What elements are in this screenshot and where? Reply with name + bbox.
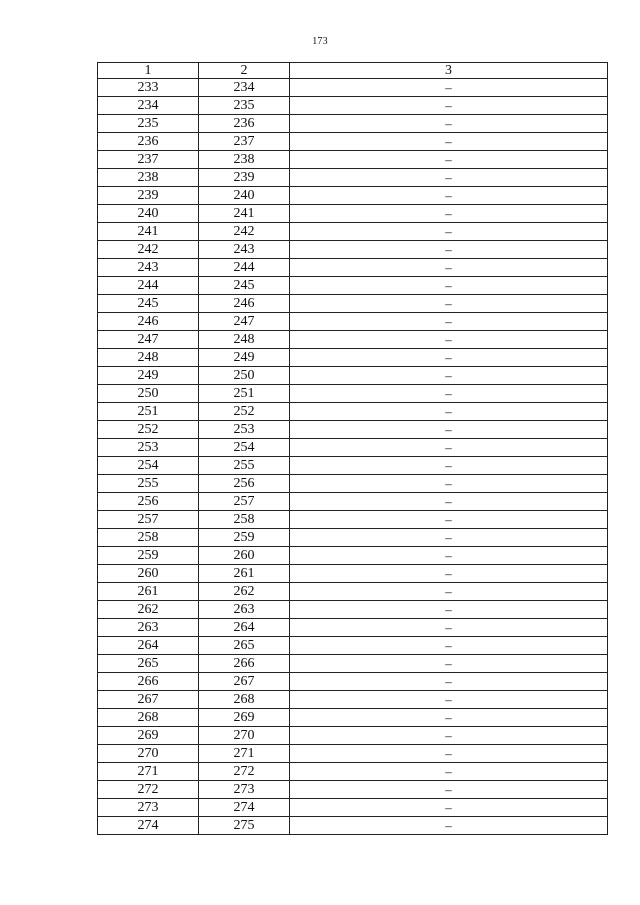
table-cell-col-3: –: [290, 745, 608, 763]
column-header-1: 1: [98, 63, 199, 79]
table-cell-col-3: –: [290, 619, 608, 637]
table-cell-col-3: –: [290, 367, 608, 385]
table-cell-col-2: 254: [199, 439, 290, 457]
table-cell-col-3: –: [290, 97, 608, 115]
table-row: [98, 331, 608, 349]
table-cell-col-1: 271: [98, 763, 199, 781]
table-cell-col-2: 266: [199, 655, 290, 673]
table-body: [98, 79, 608, 835]
table-cell-col-2: 273: [199, 781, 290, 799]
table-cell-col-1: 264: [98, 637, 199, 655]
table-cell-col-1: 239: [98, 187, 199, 205]
table-cell-col-2: 253: [199, 421, 290, 439]
table-cell-col-3: –: [290, 763, 608, 781]
table-cell-col-2: 235: [199, 97, 290, 115]
table-cell-col-2: 257: [199, 493, 290, 511]
table-cell-col-3: –: [290, 259, 608, 277]
table-cell-col-1: 274: [98, 817, 199, 835]
table-cell-col-1: 249: [98, 367, 199, 385]
table-row: [98, 169, 608, 187]
table-cell-col-2: 275: [199, 817, 290, 835]
table-cell-col-1: 251: [98, 403, 199, 421]
table-cell-col-1: 241: [98, 223, 199, 241]
table-header: [98, 63, 608, 79]
table-cell-col-2: 234: [199, 79, 290, 97]
table-cell-col-3: –: [290, 565, 608, 583]
table-row: [98, 727, 608, 745]
table-cell-col-3: –: [290, 547, 608, 565]
table-row: [98, 799, 608, 817]
table-row: [98, 97, 608, 115]
table-cell-col-1: 263: [98, 619, 199, 637]
table-row: [98, 457, 608, 475]
table-cell-col-1: 235: [98, 115, 199, 133]
table-cell-col-1: 238: [98, 169, 199, 187]
table-row: [98, 421, 608, 439]
table-cell-col-2: 256: [199, 475, 290, 493]
table-cell-col-3: –: [290, 637, 608, 655]
table-cell-col-1: 265: [98, 655, 199, 673]
table-cell-col-2: 239: [199, 169, 290, 187]
table-cell-col-2: 261: [199, 565, 290, 583]
table-cell-col-1: 272: [98, 781, 199, 799]
table-row: [98, 133, 608, 151]
data-table: [97, 62, 608, 835]
table-cell-col-2: 248: [199, 331, 290, 349]
table-cell-col-1: 233: [98, 79, 199, 97]
table-cell-col-2: 237: [199, 133, 290, 151]
table-row: [98, 691, 608, 709]
table-cell-col-3: –: [290, 673, 608, 691]
table-cell-col-1: 266: [98, 673, 199, 691]
table-row: [98, 655, 608, 673]
table-cell-col-2: 272: [199, 763, 290, 781]
table-cell-col-1: 253: [98, 439, 199, 457]
table-cell-col-2: 265: [199, 637, 290, 655]
table-cell-col-3: –: [290, 403, 608, 421]
table-cell-col-3: –: [290, 817, 608, 835]
table-cell-col-2: 260: [199, 547, 290, 565]
table-cell-col-1: 273: [98, 799, 199, 817]
table-cell-col-2: 241: [199, 205, 290, 223]
table-cell-col-3: –: [290, 583, 608, 601]
table-row: [98, 763, 608, 781]
table-cell-col-2: 240: [199, 187, 290, 205]
table-row: [98, 583, 608, 601]
table-cell-col-1: 237: [98, 151, 199, 169]
table-cell-col-1: 262: [98, 601, 199, 619]
table-cell-col-1: 242: [98, 241, 199, 259]
table-cell-col-2: 251: [199, 385, 290, 403]
table-cell-col-1: 240: [98, 205, 199, 223]
table-cell-col-1: 236: [98, 133, 199, 151]
table-cell-col-1: 246: [98, 313, 199, 331]
table-cell-col-3: –: [290, 439, 608, 457]
table-row: [98, 565, 608, 583]
table-cell-col-2: 236: [199, 115, 290, 133]
table-cell-col-3: –: [290, 511, 608, 529]
table-row: [98, 259, 608, 277]
table-row: [98, 277, 608, 295]
table-cell-col-3: –: [290, 277, 608, 295]
table-cell-col-2: 242: [199, 223, 290, 241]
table-cell-col-3: –: [290, 421, 608, 439]
table-cell-col-1: 248: [98, 349, 199, 367]
table-cell-col-1: 252: [98, 421, 199, 439]
table-cell-col-2: 247: [199, 313, 290, 331]
table-cell-col-1: 247: [98, 331, 199, 349]
table-cell-col-3: –: [290, 169, 608, 187]
table-cell-col-2: 238: [199, 151, 290, 169]
table-cell-col-1: 250: [98, 385, 199, 403]
table-cell-col-3: –: [290, 457, 608, 475]
table-cell-col-3: –: [290, 241, 608, 259]
table-row: [98, 385, 608, 403]
table-cell-col-3: –: [290, 709, 608, 727]
table-row: [98, 79, 608, 97]
table-row: [98, 187, 608, 205]
table-cell-col-2: 270: [199, 727, 290, 745]
table-row: [98, 709, 608, 727]
table-cell-col-3: –: [290, 133, 608, 151]
table-cell-col-3: –: [290, 727, 608, 745]
table-cell-col-1: 261: [98, 583, 199, 601]
table-row: [98, 295, 608, 313]
table-row: [98, 115, 608, 133]
table-row: [98, 781, 608, 799]
table-cell-col-2: 267: [199, 673, 290, 691]
table-cell-col-3: –: [290, 655, 608, 673]
table-cell-col-1: 258: [98, 529, 199, 547]
table-cell-col-2: 249: [199, 349, 290, 367]
table-cell-col-3: –: [290, 79, 608, 97]
table-row: [98, 547, 608, 565]
table-cell-col-3: –: [290, 691, 608, 709]
table-cell-col-1: 256: [98, 493, 199, 511]
table-cell-col-2: 250: [199, 367, 290, 385]
table-cell-col-3: –: [290, 385, 608, 403]
table-cell-col-1: 267: [98, 691, 199, 709]
table-cell-col-1: 270: [98, 745, 199, 763]
table-cell-col-3: –: [290, 223, 608, 241]
table-cell-col-1: 255: [98, 475, 199, 493]
table-cell-col-2: 274: [199, 799, 290, 817]
table-cell-col-2: 255: [199, 457, 290, 475]
table-cell-col-3: –: [290, 799, 608, 817]
table-cell-col-2: 268: [199, 691, 290, 709]
table-cell-col-2: 271: [199, 745, 290, 763]
table-cell-col-2: 258: [199, 511, 290, 529]
table-cell-col-1: 245: [98, 295, 199, 313]
table-cell-col-3: –: [290, 115, 608, 133]
table-row: [98, 475, 608, 493]
table-cell-col-2: 262: [199, 583, 290, 601]
table-cell-col-1: 268: [98, 709, 199, 727]
table-cell-col-3: –: [290, 331, 608, 349]
table-cell-col-1: 234: [98, 97, 199, 115]
table-row: [98, 637, 608, 655]
table-cell-col-3: –: [290, 529, 608, 547]
data-table-container: [97, 62, 607, 835]
table-cell-col-1: 257: [98, 511, 199, 529]
table-row: [98, 745, 608, 763]
table-row: [98, 817, 608, 835]
table-cell-col-1: 259: [98, 547, 199, 565]
table-row: [98, 241, 608, 259]
table-cell-col-1: 244: [98, 277, 199, 295]
table-cell-col-3: –: [290, 475, 608, 493]
header-row: [98, 63, 608, 79]
table-cell-col-3: –: [290, 205, 608, 223]
table-cell-col-2: 252: [199, 403, 290, 421]
table-row: [98, 619, 608, 637]
table-row: [98, 223, 608, 241]
table-row: [98, 349, 608, 367]
table-row: [98, 493, 608, 511]
page-number: 173: [312, 36, 328, 47]
table-row: [98, 151, 608, 169]
table-cell-col-1: 260: [98, 565, 199, 583]
table-row: [98, 673, 608, 691]
column-header-2: 2: [199, 63, 290, 79]
column-header-3: 3: [290, 63, 608, 79]
table-cell-col-2: 259: [199, 529, 290, 547]
table-row: [98, 313, 608, 331]
table-row: [98, 403, 608, 421]
table-cell-col-1: 254: [98, 457, 199, 475]
table-cell-col-3: –: [290, 493, 608, 511]
table-cell-col-1: 269: [98, 727, 199, 745]
table-cell-col-3: –: [290, 313, 608, 331]
table-cell-col-3: –: [290, 295, 608, 313]
table-cell-col-2: 243: [199, 241, 290, 259]
table-cell-col-1: 243: [98, 259, 199, 277]
table-cell-col-3: –: [290, 151, 608, 169]
table-cell-col-2: 244: [199, 259, 290, 277]
table-row: [98, 439, 608, 457]
table-cell-col-2: 246: [199, 295, 290, 313]
table-cell-col-3: –: [290, 601, 608, 619]
table-row: [98, 511, 608, 529]
table-row: [98, 601, 608, 619]
table-row: [98, 205, 608, 223]
table-cell-col-2: 245: [199, 277, 290, 295]
table-cell-col-2: 269: [199, 709, 290, 727]
table-cell-col-2: 264: [199, 619, 290, 637]
table-cell-col-3: –: [290, 349, 608, 367]
table-cell-col-3: –: [290, 187, 608, 205]
table-cell-col-2: 263: [199, 601, 290, 619]
table-row: [98, 367, 608, 385]
table-cell-col-3: –: [290, 781, 608, 799]
table-row: [98, 529, 608, 547]
